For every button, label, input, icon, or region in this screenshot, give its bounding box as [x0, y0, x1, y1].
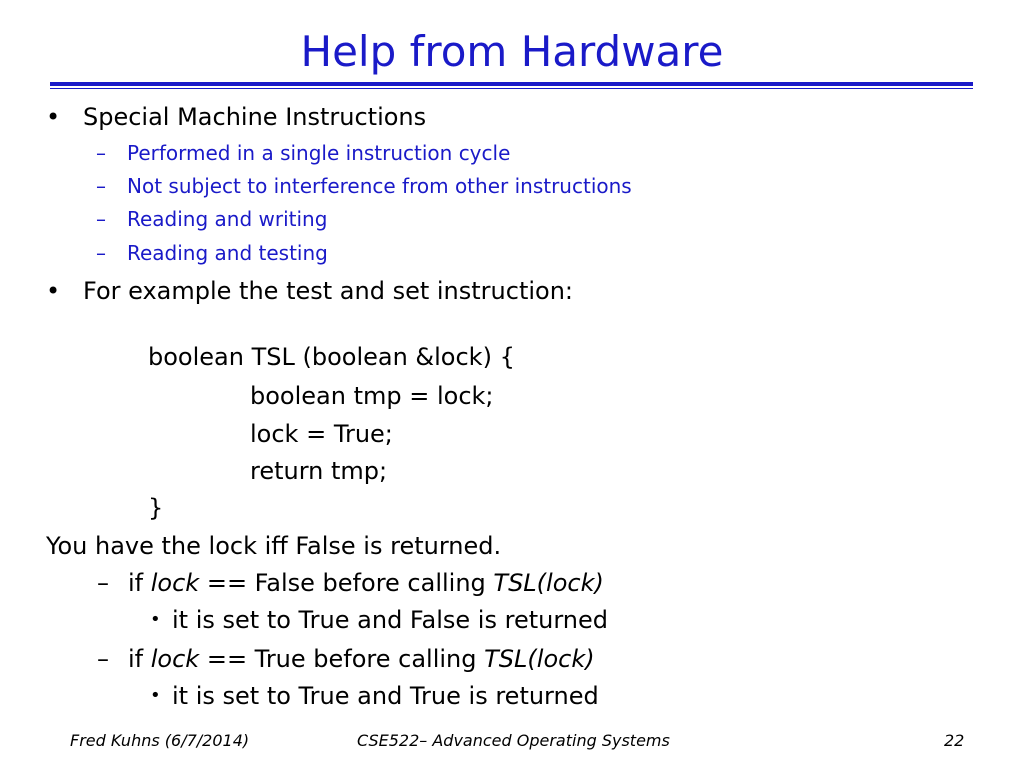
sub-item: Reading and testing — [127, 241, 328, 265]
dash-marker: – — [96, 141, 106, 165]
footer-author: Fred Kuhns (6/7/2014) — [70, 731, 250, 750]
sub-item: Performed in a single instruction cycle — [127, 141, 511, 165]
code-line: boolean tmp = lock; — [250, 382, 494, 410]
footer-page-number: 22 — [944, 731, 965, 750]
code-line: lock = True; — [250, 420, 393, 448]
dash-marker: – — [96, 207, 106, 231]
bullet-marker: • — [150, 609, 161, 630]
dash-marker: – — [97, 645, 109, 673]
bullet-marker: • — [150, 685, 161, 706]
sub-item: Not subject to interference from other instructions — [127, 174, 632, 198]
bullet-special-machine-instructions: Special Machine Instructions — [83, 103, 427, 131]
call-tsl: TSL(lock) — [493, 569, 604, 597]
case-lock-true-result: it is set to True and True is returned — [172, 682, 599, 710]
bullet-marker: • — [46, 103, 61, 131]
dash-marker: – — [96, 174, 106, 198]
var-lock: lock — [150, 645, 200, 673]
case-lock-false: if lock == False before calling TSL(lock) — [128, 569, 604, 597]
var-lock: lock — [150, 569, 200, 597]
dash-marker: – — [97, 569, 109, 597]
case-lock-true: if lock == True before calling TSL(lock) — [128, 645, 595, 673]
title-underline-thick — [50, 82, 973, 86]
sub-item: Reading and writing — [127, 207, 328, 231]
code-line: return tmp; — [250, 457, 388, 485]
slide-title: Help from Hardware — [300, 27, 724, 76]
dash-marker: – — [96, 241, 106, 265]
bullet-test-and-set-example: For example the test and set instruction: — [83, 277, 574, 305]
case-lock-false-result: it is set to True and False is returned — [172, 606, 608, 634]
bullet-marker: • — [46, 277, 61, 305]
code-line: } — [148, 494, 164, 522]
summary-text: You have the lock iff False is returned. — [46, 532, 502, 560]
title-underline-thin — [50, 88, 973, 89]
code-line: boolean TSL (boolean &lock) { — [148, 343, 515, 371]
footer-course: CSE522– Advanced Operating Systems — [357, 731, 670, 750]
call-tsl: TSL(lock) — [484, 645, 595, 673]
